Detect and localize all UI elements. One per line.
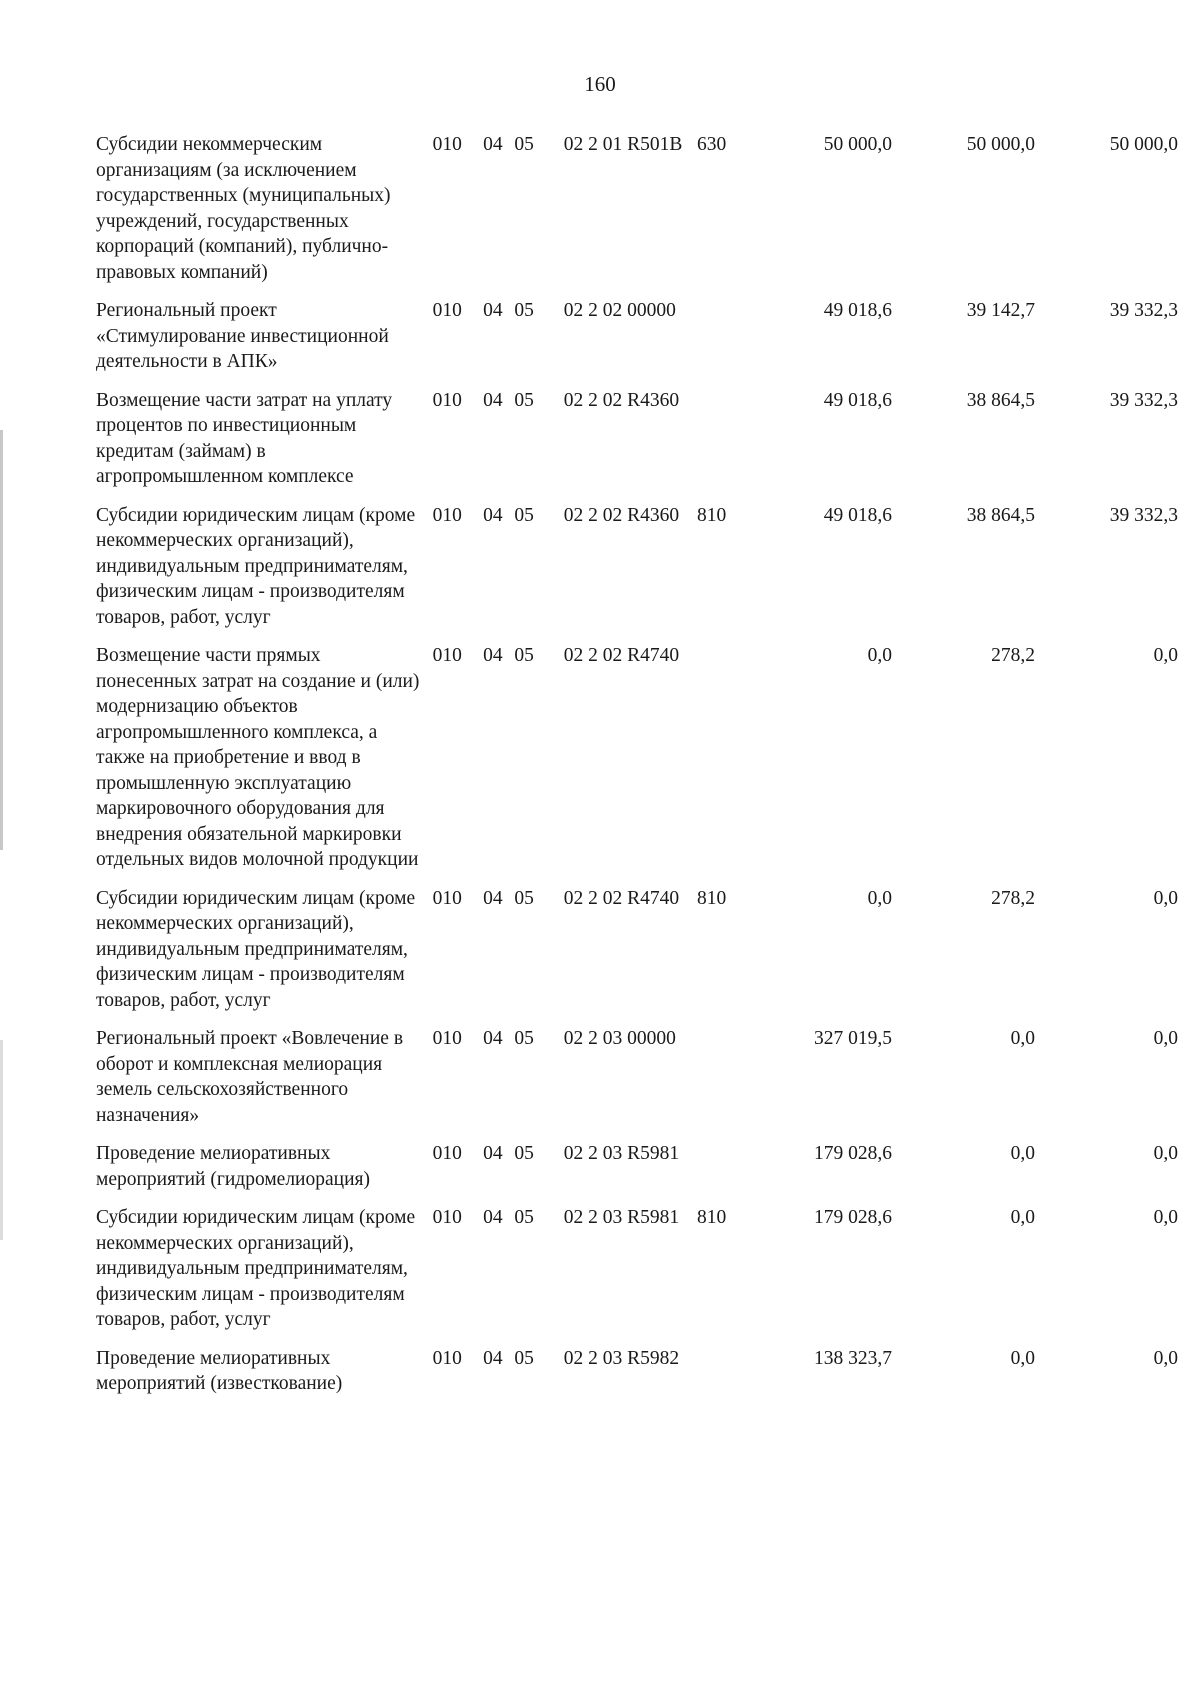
subsection-code: 05	[514, 887, 534, 909]
row-name: Проведение мелиоративных мероприятий (гидромелиорация)	[96, 1143, 370, 1190]
expense-type-code: 810	[696, 1207, 727, 1228]
table-row	[96, 298, 1178, 388]
expense-type-code: 630	[696, 134, 727, 155]
subsection-code: 05	[514, 134, 534, 155]
grbs-code: 010	[432, 300, 462, 321]
amount-year-3: 0,0	[1153, 645, 1178, 666]
table-row	[96, 503, 1178, 644]
subsection-code: 05	[514, 1207, 534, 1228]
target-article-code: 02 2 03 00000	[563, 1028, 676, 1049]
amount-year-2: 0,0	[1010, 1028, 1035, 1049]
amount-year-1: 0,0	[867, 645, 893, 666]
row-name: Субсидии юридическим лицам (кроме некоммерческих организаций), индивидуальным предпринимателям, физическим лицам - производителям товаров, работ, услуг	[96, 887, 416, 1011]
amount-year-1: 179 028,6	[814, 1143, 893, 1164]
subsection-code: 05	[514, 300, 534, 321]
section-code: 04	[483, 1207, 503, 1228]
amount-year-3: 0,0	[1153, 1207, 1178, 1228]
subsection-code: 05	[514, 1028, 534, 1049]
amount-year-1: 0,0	[867, 887, 893, 909]
target-article-code: 02 2 02 00000	[563, 300, 676, 321]
subsection-code: 05	[514, 645, 534, 666]
amount-year-2: 0,0	[1010, 1143, 1035, 1164]
budget-table	[96, 132, 1178, 1410]
amount-year-1: 49 018,6	[823, 504, 893, 526]
section-code: 04	[483, 134, 503, 155]
amount-year-3: 50 000,0	[1109, 134, 1178, 155]
section-code: 04	[483, 645, 503, 666]
target-article-code: 02 2 03 R5981	[563, 1143, 680, 1164]
target-article-code: 02 2 02 R4740	[563, 645, 680, 666]
expense-type-code: 810	[696, 504, 727, 526]
row-name: Возмещение части затрат на уплату процентов по инвестиционным кредитам (займам) в агропромышленном комплексе	[96, 389, 393, 487]
section-code: 04	[483, 887, 503, 909]
subsection-code: 05	[514, 1347, 534, 1369]
table-row	[96, 388, 1178, 503]
amount-year-1: 327 019,5	[814, 1028, 893, 1049]
table-row	[96, 1141, 1178, 1205]
row-name: Субсидии юридическим лицам (кроме некоммерческих организаций), индивидуальным предпринимателям, физическим лицам - производителям товаров, работ, услуг	[96, 504, 416, 628]
row-name: Региональный проект «Стимулирование инвестиционной деятельности в АПК»	[96, 300, 389, 372]
grbs-code: 010	[432, 134, 462, 155]
expense-type-code	[697, 643, 749, 886]
grbs-code: 010	[432, 1028, 462, 1049]
row-name: Возмещение части прямых понесенных затрат на создание и (или) модернизацию объектов агропромышленного комплекса, а также на приобретение и ввод в промышленную эксплуатацию маркировочного оборудования для внедрения обязательной маркировки отдельных видов молочной продукции	[96, 645, 420, 870]
amount-year-2: 0,0	[1010, 1207, 1035, 1228]
amount-year-2: 50 000,0	[966, 134, 1035, 155]
grbs-code: 010	[432, 504, 462, 526]
section-code: 04	[483, 389, 503, 411]
target-article-code: 02 2 01 R501В	[563, 134, 683, 155]
scan-edge-mark	[0, 1040, 3, 1240]
expense-type-code	[697, 1346, 749, 1410]
amount-year-1: 179 028,6	[814, 1207, 893, 1228]
amount-year-3: 39 332,3	[1109, 300, 1178, 321]
table-row	[96, 1026, 1178, 1141]
amount-year-3: 39 332,3	[1109, 504, 1178, 526]
row-name: Субсидии некоммерческим организациям (за исключением государственных (муниципальных) учреждений, государственных корпораций (компаний), публично-правовых компаний)	[96, 134, 391, 283]
amount-year-2: 278,2	[991, 645, 1035, 666]
row-name: Субсидии юридическим лицам (кроме некоммерческих организаций), индивидуальным предпринимателям, физическим лицам - производителям товаров, работ, услуг	[96, 1207, 416, 1330]
grbs-code: 010	[432, 645, 462, 666]
page-number: 160	[584, 72, 616, 96]
grbs-code: 010	[432, 389, 462, 411]
expense-type-code	[697, 1141, 749, 1205]
target-article-code: 02 2 03 R5981	[563, 1207, 680, 1228]
amount-year-1: 50 000,0	[823, 134, 893, 155]
amount-year-2: 38 864,5	[966, 389, 1035, 411]
section-code: 04	[483, 300, 503, 321]
table-row	[96, 1346, 1178, 1410]
amount-year-2: 278,2	[991, 887, 1035, 909]
amount-year-2: 38 864,5	[966, 504, 1035, 526]
target-article-code: 02 2 03 R5982	[563, 1347, 680, 1369]
amount-year-1: 138 323,7	[814, 1347, 893, 1369]
row-name: Проведение мелиоративных мероприятий (известкование)	[96, 1347, 343, 1394]
expense-type-code: 810	[696, 887, 727, 909]
expense-type-code	[697, 298, 749, 388]
target-article-code: 02 2 02 R4360	[563, 389, 680, 411]
section-code: 04	[483, 1143, 503, 1164]
table-row	[96, 1205, 1178, 1346]
section-code: 04	[483, 1028, 503, 1049]
target-article-code: 02 2 02 R4740	[563, 887, 680, 909]
section-code: 04	[483, 1347, 503, 1369]
amount-year-2: 0,0	[1010, 1347, 1035, 1369]
scan-edge-mark	[0, 430, 3, 850]
expense-type-code	[697, 388, 749, 503]
amount-year-3: 0,0	[1153, 887, 1178, 909]
target-article-code: 02 2 02 R4360	[563, 504, 680, 526]
section-code: 04	[483, 504, 503, 526]
amount-year-1: 49 018,6	[823, 300, 893, 321]
grbs-code: 010	[432, 887, 462, 909]
subsection-code: 05	[514, 1143, 534, 1164]
subsection-code: 05	[514, 389, 534, 411]
amount-year-2: 39 142,7	[966, 300, 1035, 321]
subsection-code: 05	[514, 504, 534, 526]
table-row	[96, 132, 1178, 298]
amount-year-3: 39 332,3	[1109, 389, 1178, 411]
table-row	[96, 643, 1178, 886]
grbs-code: 010	[432, 1207, 462, 1228]
amount-year-1: 49 018,6	[823, 389, 893, 411]
amount-year-3: 0,0	[1153, 1347, 1178, 1369]
amount-year-3: 0,0	[1153, 1143, 1178, 1164]
expense-type-code	[697, 1026, 749, 1141]
table-row	[96, 886, 1178, 1027]
row-name: Региональный проект «Вовлечение в оборот и комплексная мелиорация земель сельскохозяйственного назначения»	[96, 1028, 404, 1126]
amount-year-3: 0,0	[1153, 1028, 1178, 1049]
grbs-code: 010	[432, 1347, 462, 1369]
grbs-code: 010	[432, 1143, 462, 1164]
